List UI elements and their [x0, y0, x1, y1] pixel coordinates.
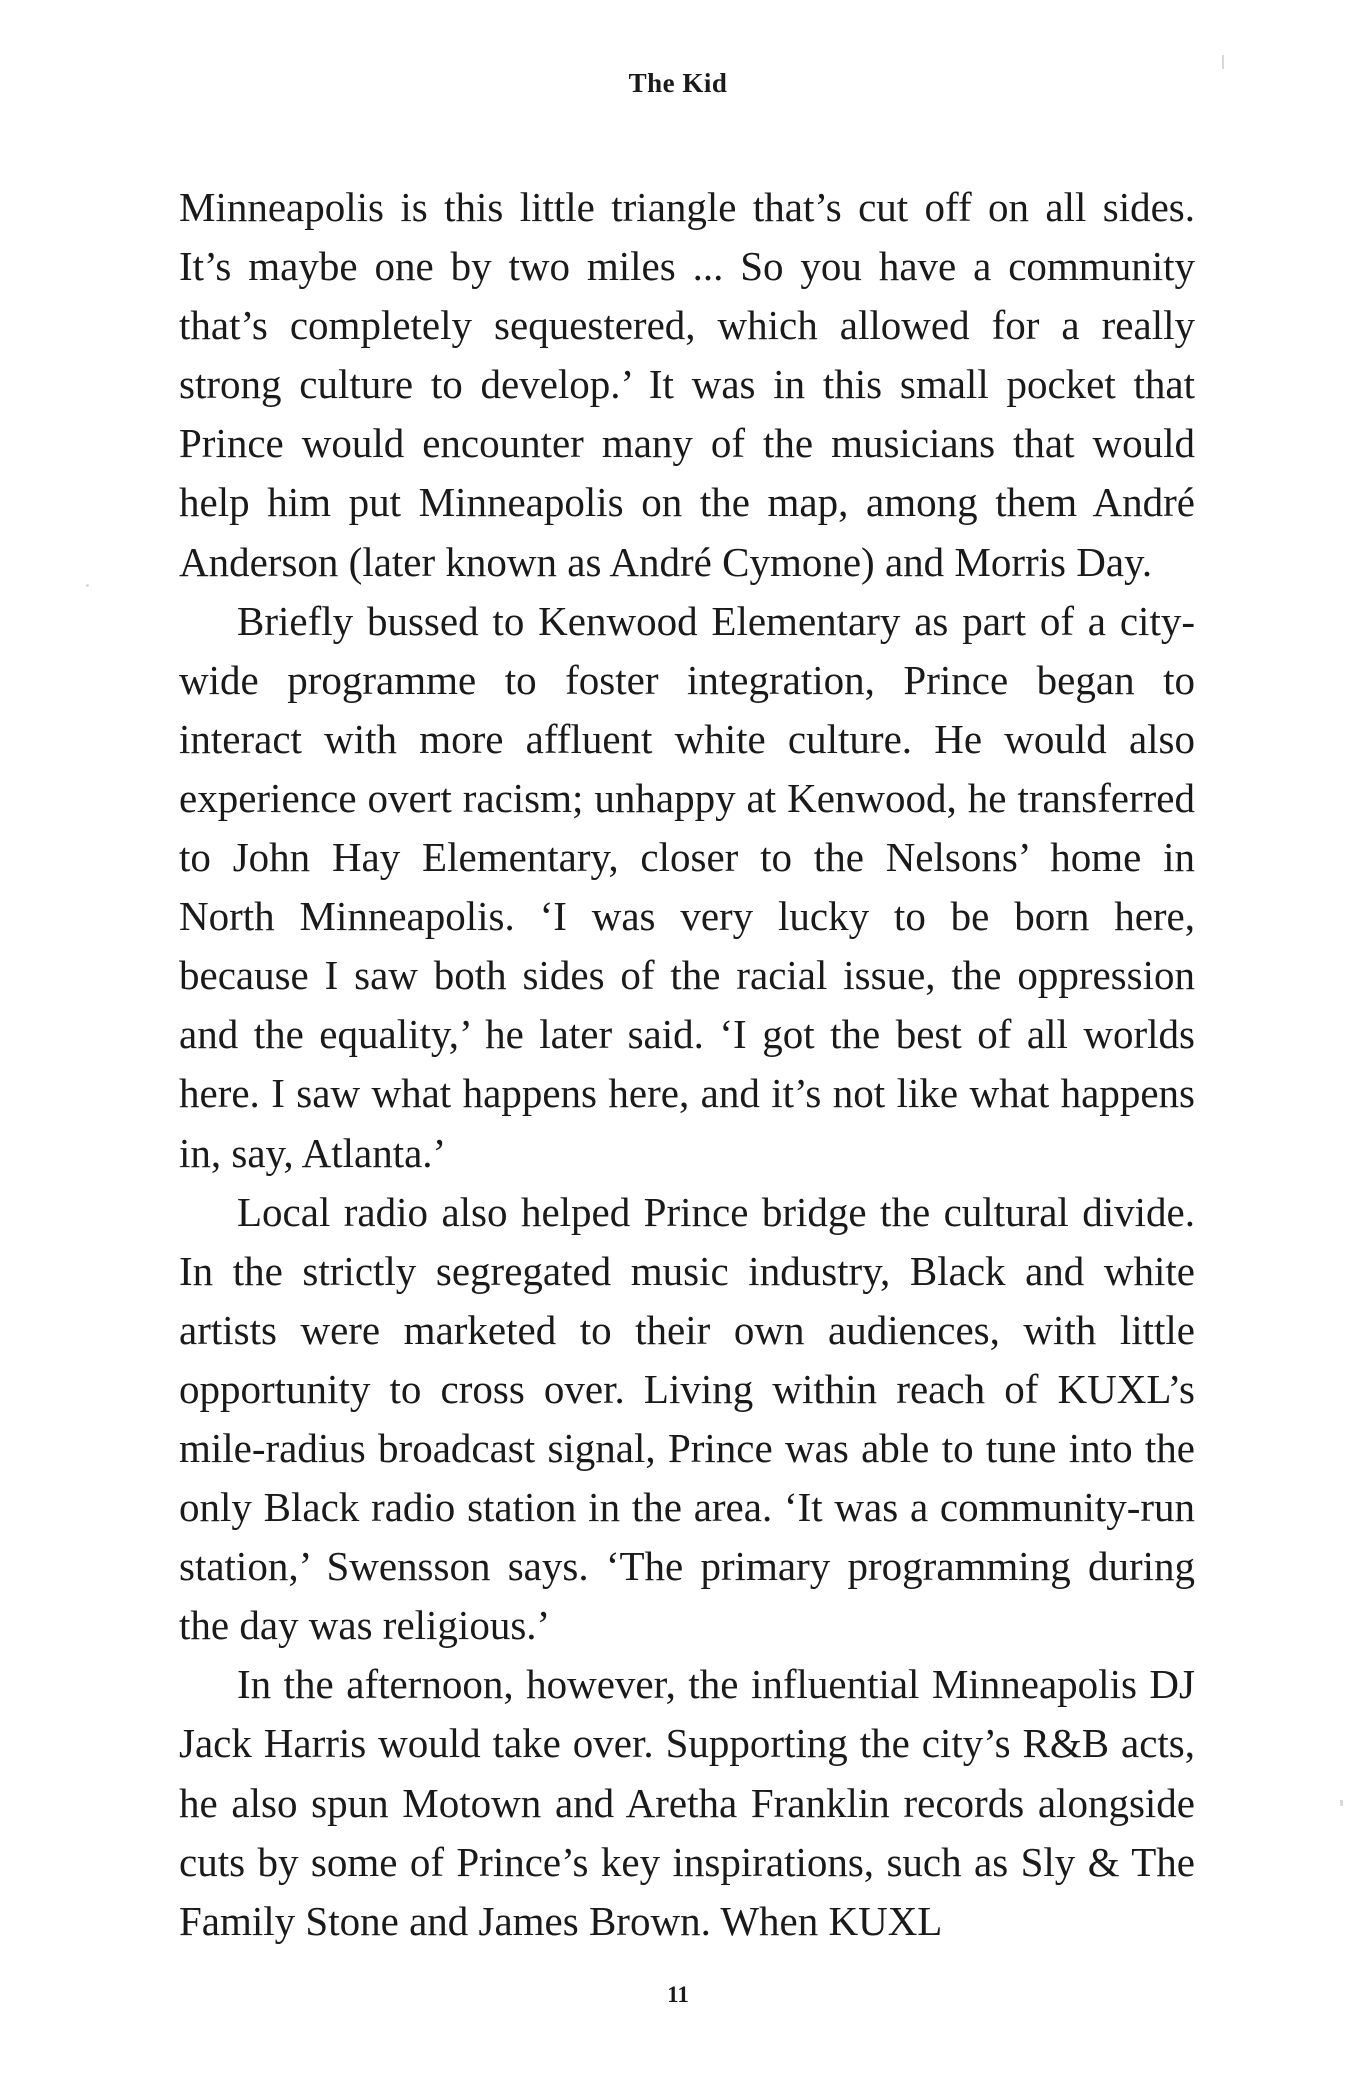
body-text: [179, 178, 1195, 1951]
running-head: The Kid: [628, 68, 728, 98]
scan-artifact-line: [1222, 55, 1224, 69]
paragraph-3: Local radio also helped Prince bridge the cultural divide. In the strictly segregated music industry, Black and white artists were marketed to their own audiences, with little opportunity to cross over. Living within reach of KUXL’s mile-radius broadcast signal, Prince was able to tune into the only Black radio station in the area. ‘It was a community-run station,’ Swensson says. ‘The primary programming during the day was religious.’: [179, 1188, 1195, 1649]
scan-artifact-dot: [86, 584, 89, 587]
paragraph-2: Briefly bussed to Kenwood Elementary as part of a city-wide programme to foster integration, Prince began to interact with more affluent white culture. He would also experience overt racism; unhappy at Kenwood, he transferred to John Hay Elementary, closer to the Nelsons’ home in North Minneapolis. ‘I was very lucky to be born here, because I saw both sides of the racial issue, the oppression and the equality,’ he later said. ‘I got the best of all worlds here. I saw what happens here, and it’s not like what happens in, say, Atlanta.’: [179, 597, 1195, 1176]
paragraph-1: Minneapolis is this little triangle that’s cut off on all sides. It’s maybe one by two miles ... So you have a community that’s completely sequestered, which allowed for a really strong culture to develop.’ It was in this small pocket that Prince would encounter many of the musicians that would help him put Minneapolis on the map, among them André Anderson (later known as André Cymone) and Morris Day.: [179, 184, 1195, 585]
paragraph-4: In the afternoon, however, the influential Minneapolis DJ Jack Harris would take over. Supporting the city’s R&B acts, he also spun Motown and Aretha Franklin records alongside cuts by some of Prince’s key inspirations, such as Sly & The Family Stone and James Brown. When KUXL: [179, 1661, 1195, 1944]
page-number: 11: [667, 1982, 689, 2007]
scan-artifact-dot: [1340, 1800, 1343, 1806]
